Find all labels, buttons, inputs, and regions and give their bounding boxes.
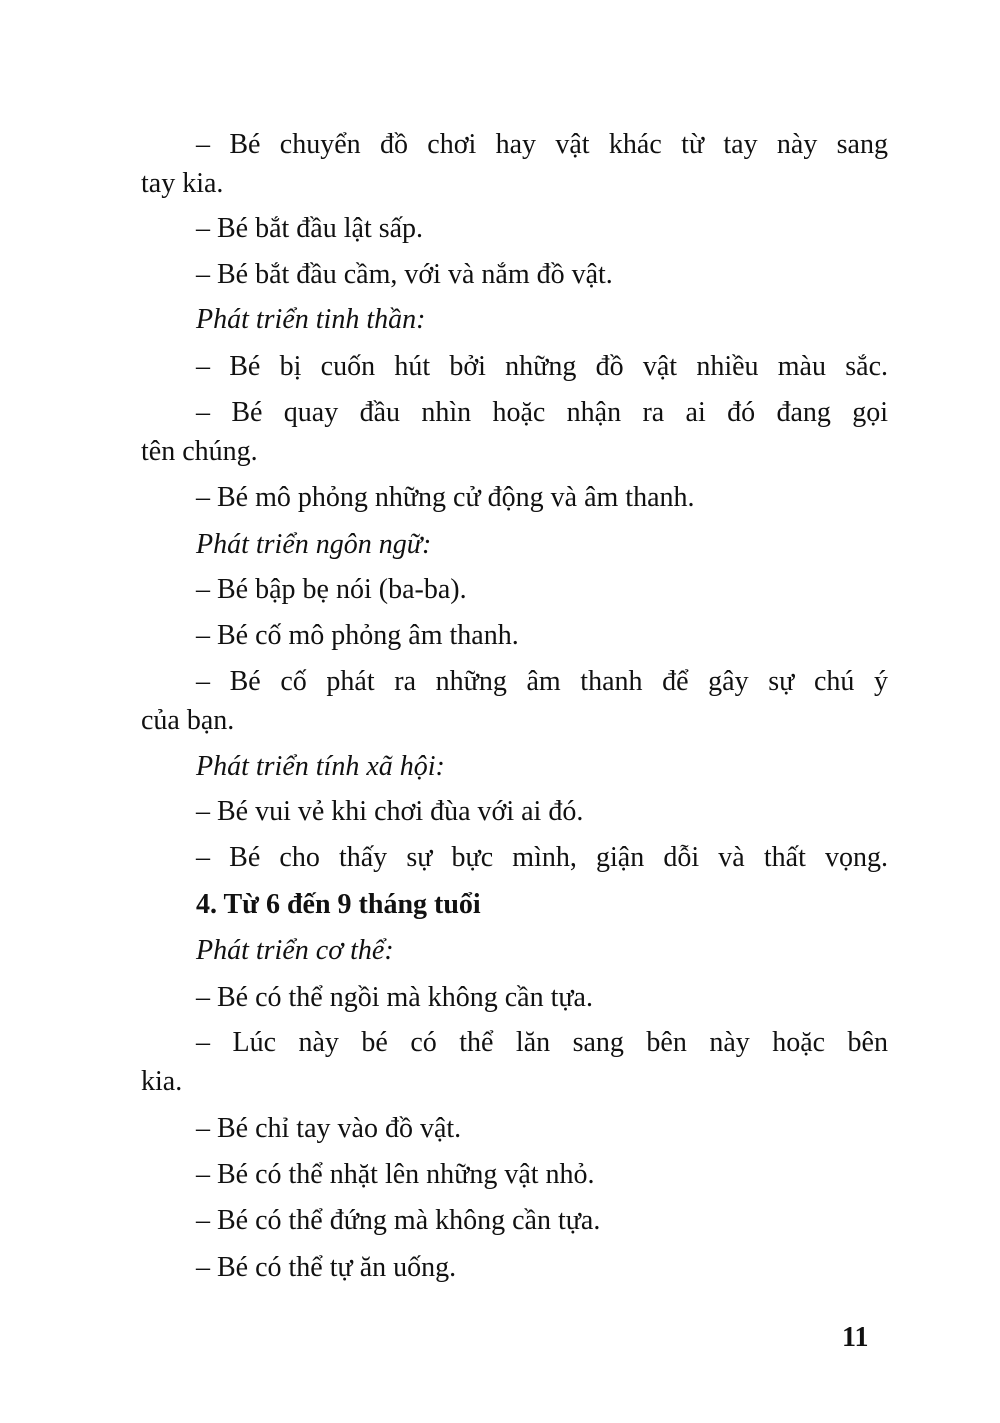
text-line: – Lúc này bé có thể lăn sang bên này hoặc bên bbox=[196, 1027, 888, 1058]
text-line: – Bé cố phát ra những âm thanh để gây sự chú ý bbox=[196, 666, 888, 697]
text-line: – Bé bắt đầu cầm, với và nắm đồ vật. bbox=[196, 259, 613, 290]
text-line: – Bé vui vẻ khi chơi đùa với ai đó. bbox=[196, 796, 584, 827]
text-line: – Bé bập bẹ nói (ba-ba). bbox=[196, 574, 467, 605]
text-line: – Bé cố mô phỏng âm thanh. bbox=[196, 620, 519, 651]
text-line: kia. bbox=[141, 1066, 183, 1097]
text-line: – Bé quay đầu nhìn hoặc nhận ra ai đó đang gọi bbox=[196, 397, 888, 428]
text-line: – Bé có thể ngồi mà không cần tựa. bbox=[196, 982, 593, 1013]
text-line: – Bé bị cuốn hút bởi những đồ vật nhiều màu sắc. bbox=[196, 351, 888, 382]
text-line: – Bé chuyển đồ chơi hay vật khác từ tay này sang bbox=[196, 129, 888, 160]
text-line: – Bé có thể tự ăn uống. bbox=[196, 1252, 457, 1283]
text-line: tay kia. bbox=[141, 168, 224, 199]
text-line: – Bé mô phỏng những cử động và âm thanh. bbox=[196, 482, 695, 513]
subheading: Phát triển tinh thần: bbox=[196, 304, 426, 335]
page-number: 11 bbox=[842, 1322, 869, 1353]
subheading: Phát triển tính xã hội: bbox=[196, 751, 445, 782]
subheading: Phát triển cơ thể: bbox=[196, 935, 394, 966]
text-line: – Bé có thể đứng mà không cần tựa. bbox=[196, 1205, 601, 1236]
text-line: – Bé bắt đầu lật sấp. bbox=[196, 213, 424, 244]
subheading: Phát triển ngôn ngữ: bbox=[196, 529, 432, 560]
text-line: của bạn. bbox=[141, 705, 235, 736]
text-line: – Bé chỉ tay vào đồ vật. bbox=[196, 1113, 462, 1144]
section-heading: 4. Từ 6 đến 9 tháng tuổi bbox=[196, 889, 481, 920]
text-line: – Bé có thể nhặt lên những vật nhỏ. bbox=[196, 1159, 595, 1190]
text-line: tên chúng. bbox=[141, 436, 258, 467]
text-line: – Bé cho thấy sự bực mình, giận dỗi và thất vọng. bbox=[196, 842, 888, 873]
